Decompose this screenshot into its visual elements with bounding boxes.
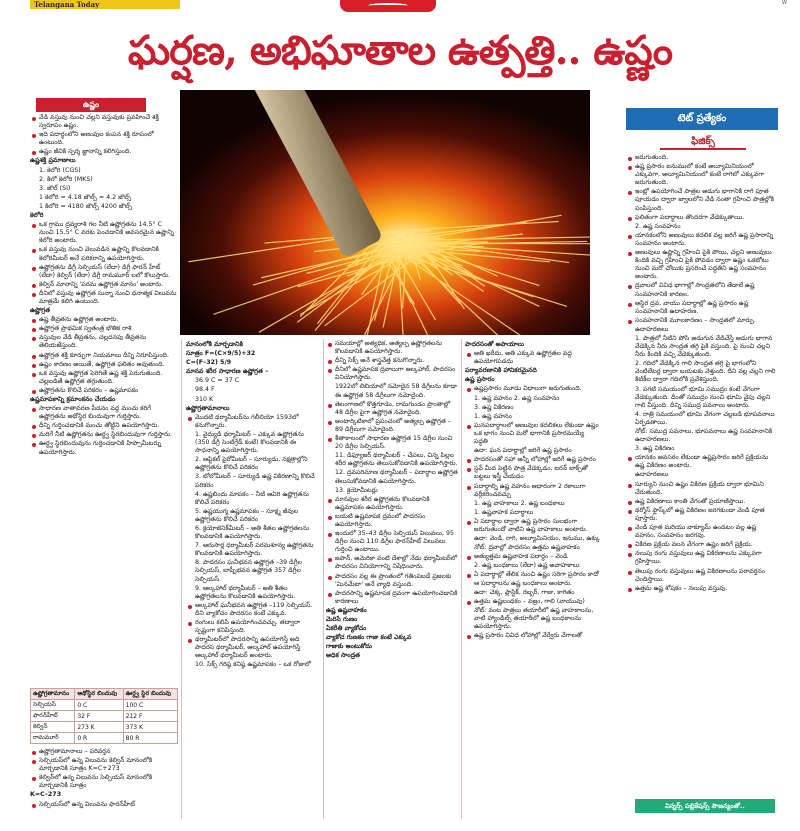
right-column bbox=[626, 154, 778, 794]
text-line: గాజుకు అంటుకోదు bbox=[326, 643, 372, 651]
text-line: ఉష్ణోగ్రతను డిగ్రీ సెల్సియస్ (లేదా) డిగ్రీ ఫారన్ హీట్ (లేదా) కెల్విన్ (లేదా) డిగ్రీ రామమూర్ లలో కొలుస్తారు. bbox=[30, 264, 178, 280]
text-line: ఉదాహరణలు bbox=[635, 325, 669, 333]
text-line: దీన్ని గుర్తించడానికి మంచు తోట్టిని ఉపయోగిస్తారు. bbox=[30, 422, 178, 430]
table-row bbox=[31, 722, 178, 733]
text-line: కెల్విన్‌లో ఉన్న విలువను సెల్సియస్ మానంలోకి మార్చడానికి సూత్రం bbox=[30, 774, 178, 790]
text-line: 1922లో లిబియాలో నమోదైన 58 డిగ్రీలను కూడా ఈ ఉష్ణోగ్రత 58 డిగ్రీలుగా నమోదైంది. bbox=[335, 383, 457, 399]
text-line: ఉష్ణశక్తి ప్రమాణాలు bbox=[30, 157, 76, 165]
masthead bbox=[0, 0, 800, 10]
text-line: వెండి పూత మరియు వాక్యూమ్ ఉండటం వల్ల ఉష్ణ వహనం, సంవహనం జరగవు. bbox=[626, 524, 778, 540]
text-line: సెల్సియస్‌లో ఉన్న విలువను కెల్విన్ మానంలోకి మార్చడానికి సూత్రం K=C+273 bbox=[30, 757, 178, 773]
table-cell: 373 K bbox=[123, 722, 177, 733]
text-line: అతి ఖరీదు, అతి ఎక్కువ ఉష్ణోగ్రతల వద్ద ఉపయోగపడదు bbox=[465, 350, 600, 366]
table-header-row bbox=[31, 689, 178, 700]
text-line: థర్మోస్ ఫ్లాస్క్‌లో ఉష్ణ వికిరణం జరగకుండా వెండి పూత పూస్తారు. bbox=[626, 507, 778, 523]
text-line: శీతాకాలంలో సాధారణ ఉష్ణోగ్రత 15 డిగ్రీల నుంచి 20 డిగ్రీల సెల్సియస్. bbox=[326, 435, 458, 451]
table-cell: 212 F bbox=[123, 711, 177, 722]
text-line: C=(F–32) 5/9 bbox=[186, 359, 232, 367]
text-line: 98.4 F bbox=[195, 386, 215, 394]
text-line: మెరిసే గుణం bbox=[326, 616, 358, 623]
text-line: ఫలితంగా పదార్థాలు తొందరగా వేడెక్కుతాయి. bbox=[626, 214, 778, 222]
text-line: ఆల్కహాల్ ఘనీభవన ఉష్ణోగ్రత –119 సెల్సియస్. దీని వ్యాకోచం పాదరసం కంటే ఎక్కువ. bbox=[186, 602, 320, 618]
text-line: 13. క్రయోమీటర్లు bbox=[335, 486, 378, 494]
text-line: ఉష్ణ ఉష్ణవాహకం bbox=[326, 606, 367, 614]
text-line: నోట్: వంట పాత్రలు తయారీలో ఉష్ణ వాహకాలను, వాటి హ్యాండిల్స్ తయారీలో ఉష్ణ బంధకాలను ఉపయోగిస్తారు. bbox=[474, 606, 594, 630]
text-line: ఉష్ణోగ్రతామానాలు bbox=[186, 404, 230, 412]
text-line: జపాన్, అమెరికా వంటి దేశాల్లో నేడు థర్మామీటర్‌లో పాదరసం వినియోగాన్ని నిషేధించారు. bbox=[326, 555, 458, 571]
text-line: 6. క్రయోజెనిక్‌మీటర్ – అతి శీతల ఉష్ణోగ్రతలను కొలవడానికి ఉపయోగిస్తారు. bbox=[195, 524, 309, 541]
text-line: దీనిలో వస్తువు ఉష్ణోగ్రత సున్నా నుంచి ధనాత్మక విలువను మాత్రమే కలిగి ఉంటుంది. bbox=[30, 290, 178, 306]
text-line: తెలుపు రంగు వస్తువులు ఉష్ణ వికిరణాలను పరావర్తనం చెందిస్తాయి. bbox=[626, 568, 778, 584]
text-line: సూర్యుని నుంచి ఉష్ణం వికిరణ ప్రక్రియ ద్వారా భూమిని చేరుతుంది. bbox=[626, 481, 778, 497]
column-rule bbox=[181, 339, 182, 819]
text-line: దీనిలో ఉష్ణమాపక ద్రవాలుగా ఆల్కహాల్, పాదరసం వినియోగిస్తారు. bbox=[326, 366, 458, 382]
table-cell: ఉష్ణోగ్రతామానం bbox=[31, 689, 75, 700]
text-line: ఘనపదార్థాలలో అణువుల కదలికలు లేకుండా ఉష్ణం ఒక భాగం నుంచి మరో భాగానికి ప్రసారమయ్యే పద్ధతి bbox=[465, 422, 600, 446]
table-cell: 100 C bbox=[123, 700, 177, 711]
text-line: ఉత్తమ ఉష్ణ శోషకం – నలుపు వస్తువు. bbox=[626, 585, 778, 593]
text-line: ఉదాహరణలు bbox=[635, 471, 669, 479]
text-line: ఉదా: వెండి, రాగి, అల్యూమినియం, ఇనుము, ఉక్కు bbox=[474, 535, 600, 543]
text-line: 2. కిలో కెలోరి (MKS) bbox=[39, 175, 93, 183]
middle-column-1 bbox=[186, 340, 320, 824]
middle-column-2 bbox=[326, 340, 458, 824]
text-line: జరుగుతుంది. bbox=[626, 154, 778, 162]
text-line: ఏకరీతి వ్యాకోచం bbox=[326, 625, 367, 633]
text-line: ఆస్థిర ద్రవ, వాయు పదార్థాల్లో ఉష్ణ ప్రసారం ఉష్ణ సంవహనానికి ఉదాహరణ. bbox=[626, 300, 778, 316]
web-tag: W bbox=[782, 0, 787, 6]
text-line: 1. పాత్రలో నీటిని పోసి అడుగున వేడిచేస్తే అడుగు భాగాన వేడెక్కిన నీరు సాంద్రత తగ్గి పైకి వస్తుంది. పై నుంచి చల్లని నీరు కిందికి వచ్చి వేడెక్కుతుంది. bbox=[635, 334, 773, 359]
table-cell: 0 R bbox=[75, 733, 123, 744]
text-line: సమయాల్లో అత్యధిక, అత్యల్ప ఉష్ణోగ్రతలను కొలవడానికి ఉపయోగిస్తారు. bbox=[326, 340, 458, 356]
column-rule bbox=[461, 339, 462, 819]
table-cell: అథోస్థిర బిందువు bbox=[75, 689, 123, 700]
text-line: 1. ఉష్ణ వహనం 2. ఉష్ణ సంవహనం bbox=[474, 394, 560, 402]
left-column bbox=[30, 114, 178, 686]
text-line: ఉష్ణోగ్రత శక్తి కూర్పుగా నియమాలు దీన్ని నిరూపిస్తుంది. bbox=[30, 352, 178, 360]
text-line: 5. ఉష్ణయుగ్మ ఉష్ణమాపకం – సూక్ష్మ జీవుల ఉష్ణోగ్రతను కొలిచే పరికరం bbox=[195, 507, 299, 523]
text-line: ఒక వస్తువు ఉష్ణోగ్రత పెరిగితే ఉష్ణ శక్తి పెరుగుతుంది. చల్లబడితే ఉష్ణోగ్రత తగ్గుతుంది. bbox=[30, 370, 178, 386]
table-cell: 32 F bbox=[75, 711, 123, 722]
text-line: 1. వైద్యుడి థర్మామీటర్ – ఎక్కువ ఉష్ణోగ్రతను (350 డిగ్రీ సెంటిగ్రేడ్ కంటే) కొలవడానికి ఈ సాధనాన్ని ఉపయోగిస్తారు. bbox=[195, 430, 304, 455]
text-line: దీన్ని సిక్స్ అనే శాస్త్రవేత్త కనుగొన్నారు. bbox=[326, 357, 458, 365]
text-line: 1 కెలోరి = 4.18 జౌల్స్ ≈ 4.2 జౌల్స్ bbox=[39, 193, 132, 201]
text-line: ఉష్ణ ప్రసారం వివిధ లోహాల్లో వేర్వేరు వేగాలతో bbox=[465, 632, 600, 640]
text-line: మానవ శరీర సాధారణ ఉష్ణోగ్రత – bbox=[186, 368, 269, 376]
publication-logo bbox=[340, 0, 436, 12]
text-line: ఒక గ్రాము ద్రవ్యరాశి గల నీటి ఉష్ణోగ్రతను 14.5° C నుంచి 15.5° C వరకు పెంచడానికి అవసరమైన ఉష్ణాన్ని కెలోరి అంటారు. bbox=[30, 221, 178, 245]
table-cell: 0 C bbox=[75, 700, 123, 711]
text-line: 4. ఉష్ణబిందు మాపకం – నీటి ఆవిరి ఉష్ణోగ్రతను కొలిచే పరికరం bbox=[195, 490, 309, 506]
text-line: 3. ఉష్ణ వికిరణం bbox=[635, 445, 675, 453]
text-line: ఉష్ణం జీవికి స్పర్శ జ్ఞానాన్ని కలిగిస్తుంది. bbox=[30, 148, 178, 156]
table-cell: ఊర్ధ్వ స్థిర బిందువు bbox=[123, 689, 177, 700]
text-line: ఉష్ణమాపకాన్ని క్రమాంకనం చేయడం bbox=[30, 396, 116, 403]
text-line: 1. ఉష్ణ వాహకాలు 2. ఉష్ణ బంధకాలు bbox=[474, 499, 565, 507]
text-line: ఉష్ణోగ్రత ప్రాథమిక స్వతంత్ర భౌతిక రాశి bbox=[30, 325, 178, 333]
text-line: 3. బోలోమీటర్ – సూర్యుడి ఉష్ణ వికిరణాన్ని కొలిచే పరికరం bbox=[195, 473, 315, 489]
text-line: పాదరసంతో అపాయాలు bbox=[465, 341, 524, 348]
table-cell: రామమూర్ bbox=[31, 733, 75, 744]
text-line: ఏ పదార్థాల్లో తేలిక నుంచి ఉష్ణం సరిగా ప్రసారం కాదో ఆ పదార్థాలను ఉష్ణ బంధకాలు అంటారు. bbox=[465, 571, 600, 587]
text-line: 3. పగటి సమయంలో భూమి సముద్రం కంటే వేగంగా వేడెక్కుతుంది. దీంతో సముద్రం నుంచి భూమి వైపు చల్లని గాలి వీస్తుంది. దీన్ని సముద్ర పవనాలు అంటారు. bbox=[635, 385, 771, 409]
text-line: ఇంట్లో ఉపయోగించే పాత్రల అడుగు భాగానికి రాగి పూత పూయడం ద్వారా జ్వాలలోని వేడి నంతా గ్రహించి పాత్రల్లోకి పంపిస్తుంది. bbox=[626, 188, 778, 212]
text-line: అణువులు ఉష్ణాన్ని గ్రహించి పైకి పోయి, చల్లని అణువులు కిందికి వచ్చి గ్రహించి పైకి పోవడం ద్వారా ఉష్ణం ఒకటోటు నుంచి మరో చోటుకు ప్రసరించే పద్ధతిని ఉష్ణ సంవహనం అంటారు. bbox=[626, 249, 778, 281]
text-line: పాదరసం వల్ల ఈ ప్రాంతంలో గతింపబడే ప్రజలకు 'మినమేటా' అనే వ్యాధి వస్తుంది. bbox=[326, 573, 458, 589]
text-line: 2. ఆప్టికల్ పైరోమీటర్ – సూర్యుడు, నక్షత్రాల్లోని ఉష్ణోగ్రతను కొలిచే పరికరం bbox=[195, 456, 308, 472]
table-row bbox=[31, 711, 178, 722]
text-line: ఇది పదార్థంలోని అణువుల కంపన శక్తి రూపంలో ఉంటుంది. bbox=[30, 131, 178, 147]
text-line: ఉష్ణోగ్రత bbox=[30, 307, 51, 315]
text-line: వేడి వస్తువు నుంచి చల్లని వస్తువుకు ప్రవహించే శక్తి స్వరూపం ఉష్ణం. bbox=[30, 114, 178, 130]
text-line: పదార్థాల్ని ఉష్ణ వహనం ఆధారంగా 2 రకాలుగా వర్గీకరించవచ్చు bbox=[465, 483, 600, 499]
table-row bbox=[31, 700, 178, 711]
text-line: థర్మామీటర్‌లో పాదరసాన్ని ఉపయోగిస్తే అది పాదరస థర్మామీటర్, ఆల్కహాల్ ఉపయోగిస్తే ఆల్కహాల్ థర్మామీటర్ అంటారు. bbox=[186, 636, 320, 660]
text-line: నోట్: సముద్ర పవనాలు, భూపవనాలు ఉష్ణ సంవహనానికి ఉదాహరణలు. bbox=[635, 428, 773, 444]
text-line: 7. ఆరుసార్ల ధర్మామీటర్ పరమశూన్య ఉష్ణోగ్రతను కొలవడానికి ఉపయోగిస్తారు. bbox=[195, 542, 314, 558]
text-line: వస్తువుల వేడి తీవ్రతను, చల్లదనపు తీవ్రతను తెలియజేస్తుంది. bbox=[30, 334, 178, 350]
text-line: ఉష్ణ ప్రసారం ఐనుములో కంటే అల్యూమినియంలో ఎక్కువగా, అల్యూమినియంలో కంటే రాగిలో ఎక్కువగా జరుగుతుంది. bbox=[626, 163, 778, 187]
middle-column-3 bbox=[465, 340, 600, 824]
text-line: ఉష్ణ తీవ్రతను ఉష్ణోగ్రత అంటారు. bbox=[30, 316, 178, 324]
text-line: బయటి ఉష్ణమాపక ద్రవంలో పాదరసం ఉపయోగిస్తారు. bbox=[326, 513, 458, 529]
text-line: నలుపు రంగు వస్తువులు ఉష్ణ వికిరణాలను ఎక్కువగా గ్రహిస్తాయి. bbox=[626, 550, 778, 566]
text-line: కెలోరి bbox=[30, 212, 44, 220]
text-line: ఉదా: ఘన పదార్థాల్లో జరిగే ఉష్ణ ప్రసారం bbox=[474, 447, 572, 455]
text-line: పాదరసంతో సహా అన్నీ లోహాల్లో జరిగే ఉష్ణ ప్రసారం bbox=[465, 456, 600, 464]
text-line: 11. డిఫ్యూజర్ థర్మామీటర్ – చేపలు, చిన్న పిల్లల శరీర ఉష్ణోగ్రతను తెలుసుకోవడానికి ఉపయోగిస్తారు. bbox=[335, 452, 458, 468]
table-cell: కెల్విన్ bbox=[31, 722, 75, 733]
text-line: ద్రవాలలో వివిధ భాగాల్లో సాంద్రతలోని తేడాలే ఉష్ణ సంవహనానికి కారణం. bbox=[626, 282, 778, 298]
text-line: 9. ఆల్కహాల్ థర్మామీటర్ – అతి శీతల ఉష్ణోగ్రతలను కొలవడానికి ఉపయోగిస్తారు. bbox=[195, 584, 296, 600]
text-line: 4. రాత్రి సమయంలో భూమి వేగంగా చల్లబడి భూపవనాలు ఏర్పడతాయి. bbox=[635, 410, 775, 426]
tet-special-banner: టెట్ ప్రత్యేకం bbox=[626, 108, 778, 130]
text-line: ఉదా: చెక్క, ప్లాస్టిక్, రబ్బర్, గాజు, కాగితం bbox=[474, 588, 575, 596]
text-line: యానకం అవసరం లేకుండా ఉష్ణప్రసారం జరిగే ప్రక్రియను ఉష్ణ వికిరణం అంటారు. bbox=[626, 454, 778, 470]
text-line: వికిరణ ప్రక్రియ వలన వేగంగా ఉష్ణం జరిగే ప్రక్రియ. bbox=[626, 541, 778, 549]
text-line: తెలంగాణలో కొత్తగూడెం, రామగుండం ప్రాంతాల్లో 48 డిగ్రీల పైగా ఉష్ణోగ్రత నమోదైంది. bbox=[326, 401, 458, 417]
text-line: అధిక సాంద్రత bbox=[326, 652, 360, 660]
text-line: 3. ఉష్ణ వికిరణం bbox=[474, 403, 514, 411]
text-line: ఉష్ణం కారణం అయితే, ఉష్ణోగ్రత ఫలితం అవుతుంది. bbox=[30, 361, 178, 369]
text-line: 10. సిక్స్ గరిష్ఠ కనిష్ఠ ఉష్ణమాపకం – ఒక రోజులో bbox=[195, 661, 312, 669]
text-line: ఉష్ణోగ్రతను కొలిచే పరికరం – ఉష్ణమాపకం bbox=[30, 387, 178, 395]
text-line: 2. ఉష్ణ బంధకాలు (లేదా) ఉష్ణ అవాహకాలు bbox=[474, 562, 580, 570]
subject-title: ఫిజిక్స్ bbox=[660, 134, 746, 150]
text-line: సాధారణ వాతావరణ పీడనం వద్ద మంచు కరిగే ఉష్ణోగ్రతను అథోస్థిర బిందువుగా గుర్తిస్తారు. bbox=[30, 405, 178, 421]
text-line: స్టవ్ మీద పెట్టిన పాత్ర వేడెక్కడం, ఐరన్ బాక్స్‌తో బట్టలు ఇస్త్రీ చేయడం bbox=[465, 465, 600, 481]
text-line: 1. ఉష్ణ వహనం bbox=[474, 412, 512, 420]
brand-name: Telangana Today bbox=[30, 0, 180, 9]
text-line: 12. ద్రవపరిమాణ థర్మామీటర్ – పదార్థాల ఉష్ణోగ్రత తెలుసుకోవడానికి ఉపయోగిస్తారు. bbox=[335, 469, 458, 485]
text-line: మరిగే నీటి ఉష్ణోగ్రతను ఊర్ధ్వ స్థిరబిందువుగా గుర్తిస్తారు. bbox=[30, 431, 178, 439]
text-line: నోట్: ద్రవాల్లో పాదరసం ఉత్తమ ఉష్ణవాహకం bbox=[474, 544, 580, 552]
text-line: ఉత్తమ ఉష్ణబంధకం – వజ్రం, గాలి (వాయువు) bbox=[465, 598, 600, 606]
text-line: 2. గదిలో వేడెక్కిన గాలి సాంద్రత తగ్గి పై భాగంలోని వెంటిలేటర్ల ద్వారా బయటకు వెళ్తుంది. దీని వల్ల చల్లని గాలి కిటికీల ద్వారా గదిలోకి ప్రవేశిస్తుంది. bbox=[635, 360, 776, 384]
text-line: సంవహనానికి మూలకారణం – సాంద్రతలో మార్పు. bbox=[626, 317, 778, 325]
hero-photo-sparks bbox=[180, 90, 590, 335]
text-line: సూత్రం F=(C×9/5)+32 bbox=[186, 350, 256, 358]
text-line: మానవుల శరీర ఉష్ణోగ్రతను కొలవడానికి ఉష్ణమాపకం ఉపయోగిస్తారు. bbox=[326, 496, 458, 512]
temperature-scale-table bbox=[30, 688, 178, 744]
text-line: కెల్విన్ మానాన్ని 'పరమ ఉష్ణోగ్రత మానం' అంటారు. bbox=[30, 281, 178, 289]
text-line: వ్యాకోచ గుణకం గాజు కంటే ఎక్కువ bbox=[326, 634, 412, 642]
page-headline: ఘర్షణ, అభిఘాతాల ఉత్పత్తి.. ఉష్ణం bbox=[127, 27, 673, 74]
left-column-bottom bbox=[30, 748, 178, 824]
text-line: ఇందులో 35–43 డిగ్రీల సెల్సియస్ విలువలు, 95 డిగ్రీల నుంచి 110 డిగ్రీల ఫారన్‌హీట్ విలువలు గుర్తించి ఉంటాయి. bbox=[326, 530, 458, 554]
credit-badge: విన్నర్స్ పబ్లికేషన్స్ సౌజన్యంతో.. bbox=[635, 799, 775, 813]
text-line: ఊర్ధ్వ స్థిరబిందువును గుర్తించడానికి హిప్సామీటర్ను ఉపయోగిస్తారు. bbox=[30, 440, 178, 456]
text-line: ఉష్ణోగ్రతామానాలు – పరివర్తన bbox=[30, 748, 178, 756]
text-line: 1. ఉష్ణవాహక పదార్థాలు bbox=[474, 508, 534, 516]
text-line: ఒక వస్తువు నుంచి వెలువడిన ఉష్ణాన్ని కొలవడానికి కెలోరిమీటర్ అనే పరికరాన్ని ఉపయోగిస్తారు. bbox=[30, 246, 178, 262]
table-cell: 273 K bbox=[75, 722, 123, 733]
text-line: ఉష్ణ ప్రసారం bbox=[465, 376, 495, 384]
text-line: ఉష్ణప్రసారం మూడు విధాలుగా జరుగుతుంది. bbox=[465, 385, 600, 393]
text-line: 1. కెలోరి (CGS) bbox=[39, 166, 81, 174]
text-line: ఉష్ణ వికిరణాలు కాంతి వేగంతో ప్రయాణిస్తాయి. bbox=[626, 498, 778, 506]
section-tag-heat: ఉష్ణం bbox=[36, 98, 146, 112]
text-line: K=C–273 bbox=[30, 791, 62, 799]
text-line: ఏ పదార్థాల ద్వారా ఉష్ణ ప్రసారం సులభంగా జరుగుతుందో వాటిని ఉష్ణ వాహకాలు అంటారు. bbox=[465, 518, 600, 534]
table-cell: సెల్సియస్ bbox=[31, 700, 75, 711]
text-line: అత్యుత్తమ ఉష్ణవాహక పదార్థం – వెండి bbox=[465, 553, 600, 561]
text-line: 1 కిలోరి = 4180 జౌల్స్ 4200 జౌల్స్ bbox=[39, 202, 132, 210]
text-line: 3. జౌల్ (SI) bbox=[39, 184, 71, 192]
text-line: 310 K bbox=[195, 395, 214, 403]
text-line: పాదరసాన్ని ఉష్ణమాపక ద్రవంగా ఉపయోగించడానికి కారణాలు bbox=[326, 590, 458, 606]
table-cell: 80 R bbox=[123, 733, 177, 744]
text-line: పర్యావరణానికి హానికరమైనది bbox=[465, 367, 537, 375]
text-line: రంగులు కలిపి ఉపయోగించవచ్చు. తద్వారా స్పష్టంగా కనిపిస్తుంది. bbox=[186, 619, 320, 635]
text-line: 8. పాదరసం ఘనీభవన ఉష్ణోగ్రత –39 డిగ్రీల సెల్సియస్, బాష్పీభవన ఉష్ణోగ్రత 357 డిగ్రీల సెల్సియస్. bbox=[195, 559, 302, 583]
text-line: 36.9 C = 37 C bbox=[195, 377, 240, 385]
column-rule bbox=[323, 339, 324, 819]
text-line: మొదటి థర్మామీటర్‌ను గెలీలియో 1593లో కనుగొన్నారు. bbox=[186, 414, 320, 430]
text-line: సెల్సియస్‌లో ఉన్న విలువను ఫారన్‌హీట్ bbox=[30, 801, 178, 809]
table-cell: ఫారన్‌హీట్ bbox=[31, 711, 75, 722]
text-line: అంటార్కిటికాలో ప్రపంచంలో అత్యల్ప ఉష్ణోగ్రత –89 డిగ్రీలుగా నమోదైంది. bbox=[326, 418, 458, 434]
table-row bbox=[31, 733, 178, 744]
text-line: యానకంలోని అణువులు కదలిక వల్ల జరిగే ఉష్ణ ప్రసారాన్ని సంవహనం అంటారు. bbox=[626, 232, 778, 248]
text-line: మానంలోకి మార్చడానికి bbox=[186, 341, 243, 348]
text-line: 2. ఉష్ణ సంవహనం bbox=[635, 222, 681, 230]
